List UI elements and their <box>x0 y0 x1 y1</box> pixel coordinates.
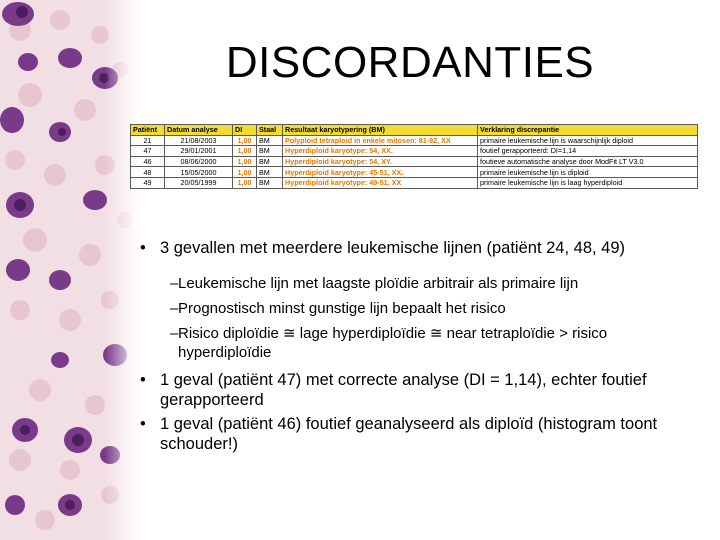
cell-result: Hyperdiploid karyotype: 49-51, XX <box>283 177 478 188</box>
cell-explanation: primaire leukemische lijn is laag hyperdiploid <box>478 177 698 188</box>
bullet-text: 1 geval (patiënt 47) met correcte analyse (DI = 1,14), echter foutief gerapporteerd <box>160 371 647 409</box>
sub-bullet-item <box>140 274 700 293</box>
cell-result: Hyperdiploid karyotype: 54, XX. <box>283 146 478 157</box>
cell-explanation: primaire leukemische lijn is diploid <box>478 167 698 178</box>
cell-di: 1,00 <box>233 156 257 167</box>
cell-sample: BM <box>257 146 283 157</box>
sub-bullet-marker: – <box>170 325 179 342</box>
slide-title: DISCORDANTIES <box>225 38 595 87</box>
cell-sample: BM <box>257 177 283 188</box>
col-header-patient: Patiënt <box>131 125 165 136</box>
cell-di: 1,00 <box>233 135 257 146</box>
col-header-di: DI <box>233 125 257 136</box>
bullet-item <box>140 414 700 454</box>
cell-date: 20/05/1999 <box>165 177 233 188</box>
bullet-marker: • <box>140 371 146 389</box>
cell-patient: 47 <box>131 146 165 157</box>
bullet-marker: • <box>140 415 146 433</box>
bullet-text: 3 gevallen met meerdere leukemische lijnen (patiënt 24, 48, 49) <box>160 239 626 257</box>
cell-date: 15/05/2000 <box>165 167 233 178</box>
table-row <box>131 177 698 188</box>
sub-bullet-text: Prognostisch minst gunstige lijn bepaalt het risico <box>178 300 506 317</box>
cell-di: 1,00 <box>233 177 257 188</box>
sub-bullet-text: Risico diploïdie ≅ lage hyperdiploïdie ≅ near tetraploïdie > risico hyperdiploïdie <box>178 325 608 361</box>
cell-di: 1,00 <box>233 146 257 157</box>
cell-result: Hyperdiploid karyotype: 54, XY. <box>283 156 478 167</box>
bullet-item <box>140 370 700 410</box>
bullet-item <box>140 238 700 258</box>
bullet-marker: • <box>140 239 146 257</box>
cell-patient: 48 <box>131 167 165 178</box>
sub-bullet-text: Leukemische lijn met laagste ploïdie arbitrair als primaire lijn <box>178 275 579 292</box>
table-row <box>131 146 698 157</box>
cell-date: 29/01/2001 <box>165 146 233 157</box>
sub-bullet-marker: – <box>170 300 179 317</box>
col-header-sample: Staal <box>257 125 283 136</box>
cell-sample: BM <box>257 156 283 167</box>
cell-patient: 21 <box>131 135 165 146</box>
cell-sample: BM <box>257 135 283 146</box>
cell-date: 08/06/2000 <box>165 156 233 167</box>
sub-bullet-item <box>140 299 700 318</box>
table-row <box>131 167 698 178</box>
table-row <box>131 135 698 146</box>
sub-bullet-item <box>140 324 700 362</box>
bullet-text: 1 geval (patiënt 46) foutief geanalyseerd als diploïd (histogram toont schouder!) <box>160 415 658 453</box>
cell-patient: 46 <box>131 156 165 167</box>
cell-result: Polyploid tetraploid in enkele mitosen: 81-92, XX <box>283 135 478 146</box>
col-header-explanation: Verklaring discrepantie <box>478 125 698 136</box>
cell-explanation: foutief gerapporteerd: DI=1,14 <box>478 146 698 157</box>
blood-smear-image <box>0 0 140 540</box>
bullet-list <box>140 232 700 454</box>
cell-result: Hyperdiploid karyotype: 45-51, XX. <box>283 167 478 178</box>
cell-date: 21/08/2003 <box>165 135 233 146</box>
cell-sample: BM <box>257 167 283 178</box>
cell-di: 1,00 <box>233 167 257 178</box>
cell-explanation: primaire leukemische lijn is waarschijnlijk diploid <box>478 135 698 146</box>
table-row <box>131 156 698 167</box>
karyotype-table <box>130 124 697 196</box>
col-header-date: Datum analyse <box>165 125 233 136</box>
col-header-result: Resultaat karyotypering (BM) <box>283 125 478 136</box>
sub-bullet-marker: – <box>170 275 179 292</box>
cell-explanation: foutieve automatische analyse door ModFit LT V3.0 <box>478 156 698 167</box>
cell-patient: 49 <box>131 177 165 188</box>
table-header-row <box>131 125 698 136</box>
